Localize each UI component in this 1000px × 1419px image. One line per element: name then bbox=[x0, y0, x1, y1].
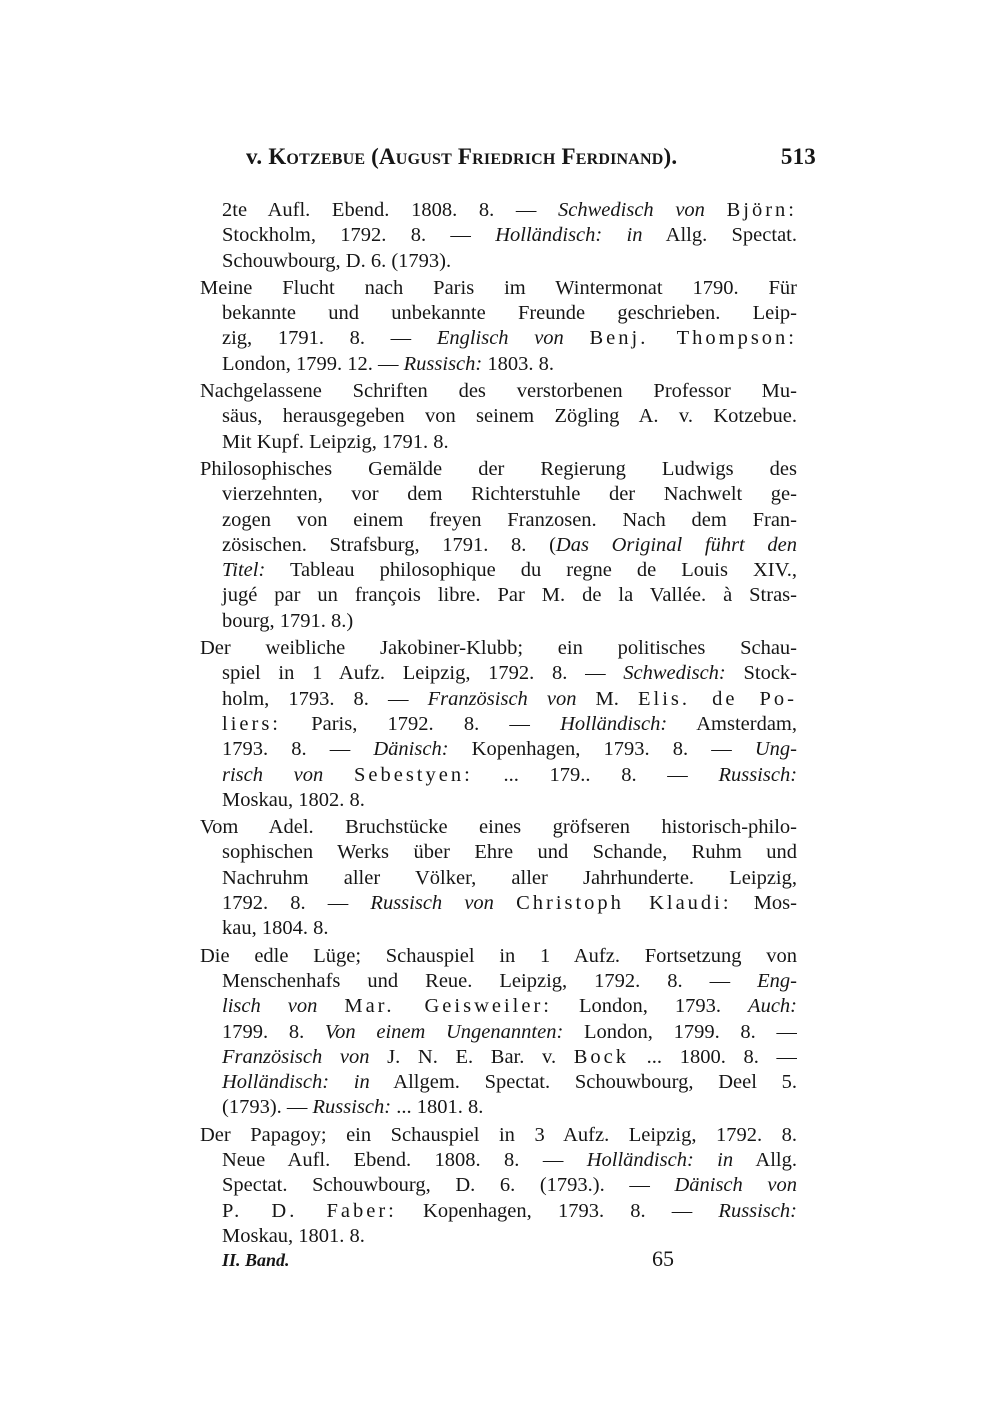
text-segment bbox=[564, 327, 590, 349]
text-segment: Stockholm, 1792. 8. — bbox=[222, 224, 496, 247]
entry-line bbox=[200, 352, 797, 377]
bibliography-entry bbox=[200, 1123, 797, 1249]
text-segment: Auch: bbox=[748, 995, 797, 1018]
entry-line bbox=[200, 276, 797, 301]
entry-line bbox=[200, 533, 797, 558]
text-segment: säus, herausgegeben von seinem Zögling A. v. Kotzebue. bbox=[222, 405, 797, 428]
entry-line bbox=[200, 763, 797, 788]
text-segment: Benj. Thompson: bbox=[589, 327, 797, 350]
bibliography-body bbox=[200, 198, 797, 1249]
entry-line bbox=[200, 636, 797, 661]
text-segment: kau, 1804. 8. bbox=[222, 917, 329, 940]
entry-line bbox=[200, 788, 797, 813]
text-segment: Dänisch von bbox=[674, 1174, 797, 1197]
entry-line bbox=[200, 866, 797, 891]
text-segment: Paris, 1792. 8. — bbox=[281, 712, 561, 735]
text-segment: bekannte und unbekannte Freunde geschrieben. Leip- bbox=[222, 302, 797, 325]
bibliography-entry bbox=[200, 944, 797, 1121]
text-segment: Schwedisch von bbox=[558, 199, 705, 221]
bibliography-entry bbox=[200, 379, 797, 455]
text-segment: 2te Aufl. Ebend. 1808. 8. — bbox=[222, 199, 559, 221]
text-segment: Tableau philosophique du regne de Louis XIV., bbox=[265, 559, 797, 582]
entry-line bbox=[200, 583, 797, 608]
entry-line bbox=[200, 1070, 797, 1095]
entry-line bbox=[200, 969, 797, 994]
text-segment: risch von bbox=[222, 763, 324, 786]
text-segment: Von einem Ungenannten: bbox=[324, 1020, 564, 1043]
text-segment: Englisch von bbox=[436, 327, 564, 350]
entry-line bbox=[200, 1020, 797, 1045]
entry-line bbox=[200, 223, 797, 248]
entry-line bbox=[200, 815, 797, 840]
text-segment bbox=[323, 764, 354, 786]
text-segment: Vom Adel. Bruchstücke eines gröfseren historisch-philo- bbox=[200, 816, 797, 839]
text-segment: zig, 1791. 8. — bbox=[222, 327, 437, 350]
text-segment: Schwedisch: bbox=[623, 662, 726, 685]
text-segment: zogen von einem freyen Franzosen. Nach dem Fran- bbox=[222, 508, 797, 531]
entry-line bbox=[200, 687, 797, 712]
text-segment: Russisch: bbox=[312, 1096, 392, 1119]
entry-line bbox=[200, 457, 797, 482]
text-segment: Menschenhafs und Reue. Leipzig, 1792. 8. — bbox=[222, 969, 758, 992]
text-segment: 1803. 8. bbox=[482, 352, 554, 375]
entry-line bbox=[200, 1148, 797, 1173]
text-segment: London, 1799. 8. — bbox=[563, 1020, 797, 1043]
entry-line bbox=[200, 1045, 797, 1070]
header-prefix: v. bbox=[246, 144, 263, 169]
text-segment bbox=[494, 892, 516, 914]
entry-line bbox=[200, 301, 797, 326]
text-segment: 1792. 8. — bbox=[222, 892, 371, 915]
entry-line bbox=[200, 712, 797, 737]
text-segment: Titel: bbox=[222, 559, 266, 582]
text-segment: London, 1799. 12. — bbox=[222, 352, 404, 375]
text-segment: 1793. 8. — bbox=[222, 738, 374, 761]
text-segment: Neue Aufl. Ebend. 1808. 8. — bbox=[222, 1148, 587, 1171]
text-segment: Der weibliche Jakobiner-Klubb; ein politisches Schau- bbox=[200, 637, 797, 660]
text-segment: London, 1793. bbox=[552, 995, 749, 1018]
running-header bbox=[246, 144, 816, 170]
entry-line bbox=[200, 737, 797, 762]
text-segment: Spectat. Schouwbourg, D. 6. (1793.). — bbox=[222, 1174, 675, 1197]
sheet-number: 65 bbox=[652, 1246, 674, 1271]
text-segment: Allg. bbox=[733, 1148, 797, 1171]
entry-line bbox=[200, 1224, 797, 1249]
entry-line bbox=[200, 840, 797, 865]
entry-line bbox=[200, 994, 797, 1019]
text-segment: Französisch von bbox=[427, 687, 577, 710]
entry-line bbox=[200, 891, 797, 916]
entry-line bbox=[200, 379, 797, 404]
entry-line bbox=[200, 609, 797, 634]
text-segment: Ung- bbox=[754, 738, 797, 761]
bibliography-entry bbox=[200, 636, 797, 813]
text-segment: Russisch: bbox=[403, 352, 483, 375]
text-segment: Allg. Spectat. bbox=[642, 224, 797, 247]
text-segment: jugé par un françois libre. Par M. de la Vallée. à Stras- bbox=[222, 584, 797, 607]
entry-line bbox=[200, 430, 797, 455]
bibliography-entry bbox=[200, 198, 797, 274]
text-segment: Nachruhm aller Völker, aller Jahrhunderte. Leipzig, bbox=[222, 866, 797, 889]
entry-line bbox=[200, 1095, 797, 1120]
text-segment: ... 179.. 8. — bbox=[472, 763, 719, 786]
text-segment: Elis. de Po- bbox=[638, 687, 797, 710]
text-segment: Christoph Klaudi: bbox=[516, 892, 732, 915]
text-segment bbox=[705, 199, 727, 221]
text-segment: Mit Kupf. Leipzig, 1791. 8. bbox=[222, 430, 449, 453]
text-segment: Russisch: bbox=[718, 763, 797, 786]
text-segment: 1799. 8. bbox=[222, 1020, 325, 1043]
signature-mark: II. Band. bbox=[222, 1250, 290, 1270]
text-segment: Der Papagoy; ein Schauspiel in 3 Aufz. Leipzig, 1792. 8. bbox=[200, 1123, 797, 1146]
entry-line bbox=[200, 404, 797, 429]
text-segment: Stock- bbox=[725, 662, 797, 685]
text-segment: vierzehnten, vor dem Richterstuhle der Nachwelt ge- bbox=[222, 483, 797, 506]
text-segment: Moskau, 1802. 8. bbox=[222, 788, 365, 811]
text-segment: lisch von bbox=[222, 995, 318, 1018]
entry-line bbox=[200, 1123, 797, 1148]
entry-line bbox=[200, 1199, 797, 1224]
text-segment: Dänisch: bbox=[373, 738, 449, 761]
entry-line bbox=[200, 482, 797, 507]
text-segment: Philosophisches Gemälde der Regierung Ludwigs des bbox=[200, 457, 797, 480]
text-segment: Sebestyen: bbox=[353, 763, 473, 786]
text-segment: Björn: bbox=[726, 199, 797, 221]
text-segment: zösischen. Strafsburg, 1791. 8. ( bbox=[222, 533, 556, 556]
entry-line bbox=[200, 508, 797, 533]
text-segment: Schouwbourg, D. 6. (1793). bbox=[222, 249, 452, 272]
header-title: Kotzebue (August Friedrich Ferdinand). bbox=[268, 144, 678, 169]
text-segment: Russisch: bbox=[718, 1199, 797, 1222]
text-segment: Mos- bbox=[731, 892, 797, 915]
text-segment: Mar. Geisweiler: bbox=[344, 995, 552, 1018]
text-segment: M. bbox=[576, 687, 638, 710]
text-segment: (1793). — bbox=[222, 1096, 313, 1119]
text-segment: spiel in 1 Aufz. Leipzig, 1792. 8. — bbox=[222, 662, 624, 685]
text-segment: sophischen Werks über Ehre und Schande, Ruhm und bbox=[222, 841, 797, 864]
entry-line bbox=[200, 944, 797, 969]
text-segment: Russisch von bbox=[370, 892, 494, 915]
text-segment: Holländisch: in bbox=[586, 1148, 734, 1171]
bibliography-entry bbox=[200, 457, 797, 634]
bibliography-entry bbox=[200, 815, 797, 941]
text-segment: Meine Flucht nach Paris im Wintermonat 1790. Für bbox=[200, 276, 797, 299]
bibliography-entry bbox=[200, 276, 797, 377]
text-segment: Eng- bbox=[757, 969, 797, 992]
entry-line bbox=[200, 326, 797, 351]
entry-line bbox=[200, 916, 797, 941]
text-segment: Die edle Lüge; Schauspiel in 1 Aufz. Fortsetzung von bbox=[200, 944, 797, 967]
text-segment: Allgem. Spectat. Schouwbourg, Deel 5. bbox=[369, 1071, 797, 1094]
text-segment: Amsterdam, bbox=[667, 712, 797, 735]
text-segment: holm, 1793. 8. — bbox=[222, 687, 428, 710]
text-segment: ... 1801. 8. bbox=[391, 1096, 484, 1119]
text-segment: Kopenhagen, 1793. 8. — bbox=[448, 738, 755, 761]
text-segment: Nachgelassene Schriften des verstorbenen Professor Mu- bbox=[200, 380, 797, 403]
text-segment: Bock bbox=[573, 1045, 630, 1068]
text-segment: ... 1800. 8. — bbox=[629, 1045, 797, 1068]
text-segment: J. N. E. Bar. v. bbox=[369, 1045, 574, 1068]
entry-line bbox=[200, 249, 797, 274]
text-segment: Holländisch: in bbox=[495, 224, 643, 247]
entry-line bbox=[200, 661, 797, 686]
text-segment: Moskau, 1801. 8. bbox=[222, 1224, 365, 1247]
page-number: 513 bbox=[780, 144, 816, 169]
text-segment: Französisch von bbox=[222, 1045, 370, 1068]
entry-line bbox=[200, 198, 797, 223]
text-segment: Das Original führt den bbox=[555, 533, 797, 556]
text-segment: Kopenhagen, 1793. 8. — bbox=[396, 1199, 719, 1222]
entry-line bbox=[200, 1173, 797, 1198]
text-segment: Holländisch: in bbox=[222, 1071, 370, 1094]
text-segment bbox=[317, 995, 344, 1017]
text-segment: bourg, 1791. 8.) bbox=[222, 609, 354, 632]
text-segment: Holländisch: bbox=[560, 712, 668, 735]
entry-line bbox=[200, 558, 797, 583]
text-segment: P. D. Faber: bbox=[222, 1199, 397, 1222]
text-segment: liers: bbox=[222, 712, 281, 735]
